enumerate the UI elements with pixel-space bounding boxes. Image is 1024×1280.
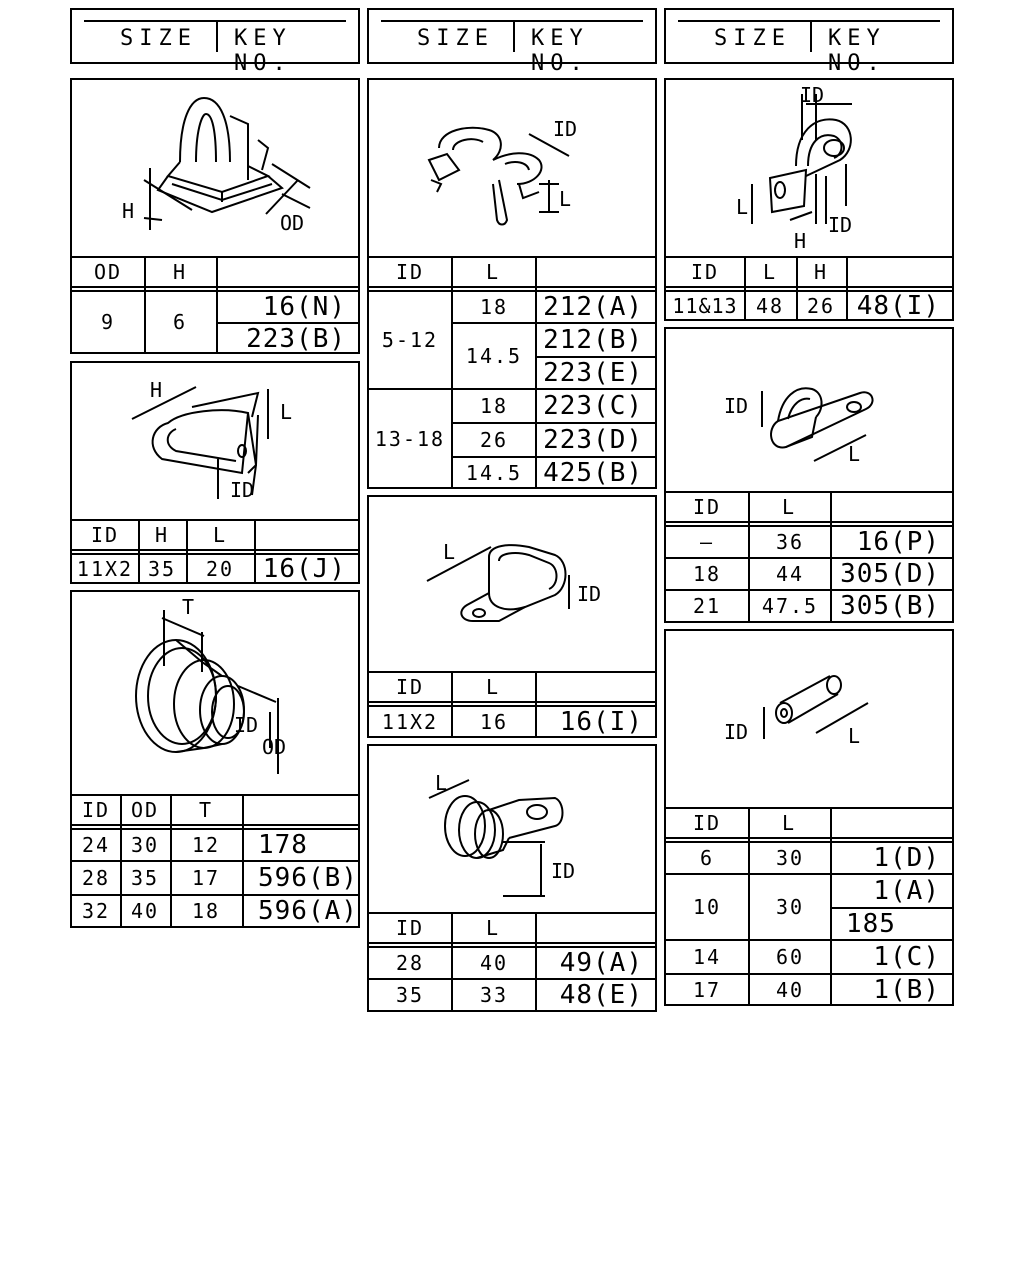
p-clamp-drawing <box>666 80 952 256</box>
cell-id: 21 <box>692 594 722 618</box>
cell-id: 28 <box>81 866 111 890</box>
cell-l: 40 <box>479 951 509 975</box>
dim-label-id: ID <box>800 83 825 107</box>
cell-key-no: 223(D) <box>543 425 643 455</box>
cell-key-no: 305(B) <box>840 591 940 621</box>
col-header-l: L <box>212 523 228 547</box>
cell-od: 40 <box>130 899 160 923</box>
cell-key-no: 425(B) <box>543 457 643 488</box>
cell-id: 5-12 <box>381 328 439 352</box>
cell-l: 48 <box>755 293 785 318</box>
cell-key-no: 16(I) <box>559 706 643 737</box>
cell-l: 33 <box>479 983 509 1007</box>
dim-label-od: OD <box>262 735 287 759</box>
col-header-l: L <box>781 495 797 519</box>
cell-key-no: 1(D) <box>873 843 940 873</box>
cell-od: 30 <box>130 833 160 857</box>
panel-double-clamp <box>367 78 657 489</box>
dim-label-h: H <box>794 229 807 253</box>
oval-clamp-drawing <box>369 497 655 673</box>
panel-sleeve <box>664 629 954 1006</box>
cell-key-no: 305(D) <box>840 559 940 589</box>
dim-label-h: H <box>122 199 135 223</box>
col-header-l: L <box>485 675 501 699</box>
dim-label-l: L <box>848 724 861 748</box>
cell-od: 35 <box>130 866 160 890</box>
cell-t: 12 <box>191 833 221 857</box>
p-clamp-figure <box>666 80 952 256</box>
dim-label-l: L <box>736 195 749 219</box>
header-size-label: SIZE <box>417 26 494 51</box>
header-key-label: KEY NO. <box>234 26 292 76</box>
cell-id: 13-18 <box>374 426 446 451</box>
cell-l: 30 <box>775 846 805 870</box>
dim-label-l: L <box>435 771 448 795</box>
cell-id: 14 <box>692 945 722 969</box>
cell-id: 18 <box>692 562 722 586</box>
col-header-id: ID <box>395 916 425 940</box>
cell-key-no: 16(N) <box>262 292 346 322</box>
cell-key-no: 1(C) <box>873 942 940 972</box>
sleeve-drawing <box>666 631 952 807</box>
col-header-id: ID <box>90 523 120 547</box>
panel-push-clip <box>70 78 360 354</box>
dim-label-id: ID <box>577 582 602 606</box>
flat-clip-figure <box>72 363 358 519</box>
cell-id: 24 <box>81 833 111 857</box>
header-col1 <box>70 8 360 76</box>
cell-l: 47.5 <box>761 594 819 618</box>
grommet-figure <box>72 592 358 794</box>
cell-id: 28 <box>395 951 425 975</box>
cell-l: 18 <box>479 394 509 418</box>
cushion-clamp-figure <box>369 746 655 914</box>
cell-key-no: 178 <box>258 830 308 860</box>
dim-label-od: OD <box>280 211 305 235</box>
cell-id: 10 <box>692 895 722 919</box>
dim-label-h: H <box>150 378 163 402</box>
col-header-id: ID <box>395 260 425 284</box>
flat-clip-drawing <box>72 363 358 519</box>
col-header-t: T <box>198 798 214 822</box>
double-clamp-drawing <box>369 80 655 256</box>
panel-flat-clip <box>70 361 360 584</box>
cell-id: 32 <box>81 899 111 923</box>
cell-id: 35 <box>395 983 425 1007</box>
cell-id: — <box>699 530 715 554</box>
cell-id: 11X2 <box>76 557 134 581</box>
col-header-h: H <box>813 260 829 284</box>
cell-l: 44 <box>775 562 805 586</box>
loop-clip-drawing <box>666 329 952 491</box>
cell-od: 9 <box>100 310 116 334</box>
dim-label-id: ID <box>553 117 578 141</box>
dim-label-t: T <box>182 595 195 619</box>
cell-key-no: 212(B) <box>543 325 643 355</box>
header-size-label: SIZE <box>714 26 791 51</box>
col-header-id: ID <box>692 495 722 519</box>
dim-label-id: ID <box>828 213 853 237</box>
cell-key-no: 223(C) <box>543 391 643 421</box>
cell-key-no: 596(A) <box>258 896 358 926</box>
cell-key-no: 48(E) <box>559 980 643 1010</box>
cell-key-no: 1(A) <box>873 876 940 906</box>
cell-key-no: 212(A) <box>543 292 643 322</box>
col-header-id: ID <box>81 798 111 822</box>
double-clamp-figure <box>369 80 655 256</box>
header-size-label: SIZE <box>120 26 197 51</box>
cell-h: 26 <box>806 293 836 318</box>
cell-id: 17 <box>692 977 722 1002</box>
cell-l: 20 <box>205 557 235 581</box>
cell-l: 14.5 <box>465 460 523 485</box>
sleeve-figure <box>666 631 952 807</box>
cell-key-no: 223(E) <box>543 358 643 388</box>
col-header-id: ID <box>690 260 720 284</box>
cell-id: 6 <box>699 846 715 870</box>
col-header-l: L <box>781 811 797 835</box>
col-header-id: ID <box>692 811 722 835</box>
cell-h: 6 <box>172 310 188 334</box>
dim-label-id: ID <box>551 859 576 883</box>
cell-t: 18 <box>191 899 221 923</box>
grommet-drawing <box>72 592 358 794</box>
panel-grommet <box>70 590 360 928</box>
dim-label-l: L <box>443 540 456 564</box>
panel-loop-clip <box>664 327 954 623</box>
panel-cushion-clamp <box>367 744 657 1012</box>
cell-key-no: 1(B) <box>873 974 940 1005</box>
header-col2 <box>367 8 657 76</box>
header-key-label: KEY NO. <box>828 26 886 76</box>
cell-l: 60 <box>775 945 805 969</box>
cell-id: 11X2 <box>381 709 439 734</box>
cell-t: 17 <box>191 866 221 890</box>
cell-l: 26 <box>479 428 509 452</box>
cell-l: 14.5 <box>465 344 523 368</box>
col-header-h: H <box>172 260 188 284</box>
cell-l: 16 <box>479 709 509 734</box>
panel-oval-clamp <box>367 495 657 738</box>
col-header-l: L <box>485 260 501 284</box>
cell-id: 11&13 <box>672 293 738 318</box>
cell-key-no: 185 <box>846 909 896 939</box>
cell-l: 18 <box>479 295 509 319</box>
cell-key-no: 596(B) <box>258 863 358 893</box>
dim-label-l: L <box>848 442 861 466</box>
dim-label-l: L <box>559 187 572 211</box>
panel-p-clamp <box>664 78 954 321</box>
cell-l: 36 <box>775 530 805 554</box>
push-clip-drawing <box>72 80 358 256</box>
cell-l: 30 <box>775 895 805 919</box>
loop-clip-figure <box>666 329 952 491</box>
oval-clamp-figure <box>369 497 655 673</box>
push-clip-figure <box>72 80 358 256</box>
cell-key-no: 49(A) <box>559 948 643 978</box>
col-header-l: L <box>762 260 778 284</box>
col-header-od: OD <box>93 260 123 284</box>
header-key-label: KEY NO. <box>531 26 589 76</box>
col-header-od: OD <box>130 798 160 822</box>
cell-h: 35 <box>147 557 177 581</box>
cell-key-no: 16(J) <box>262 554 346 584</box>
cell-key-no: 223(B) <box>246 324 346 354</box>
cell-key-no: 48(I) <box>856 290 940 321</box>
col-header-l: L <box>485 916 501 940</box>
cushion-clamp-drawing <box>369 746 655 914</box>
cell-key-no: 16(P) <box>856 527 940 557</box>
dim-label-id: ID <box>234 713 259 737</box>
col-header-h: H <box>154 523 170 547</box>
col-header-id: ID <box>395 675 425 699</box>
dim-label-l: L <box>280 400 293 424</box>
dim-label-id: ID <box>724 394 749 418</box>
dim-label-id: ID <box>724 720 749 744</box>
cell-l: 40 <box>775 977 805 1002</box>
dim-label-id: ID <box>230 478 255 502</box>
header-col3 <box>664 8 954 76</box>
